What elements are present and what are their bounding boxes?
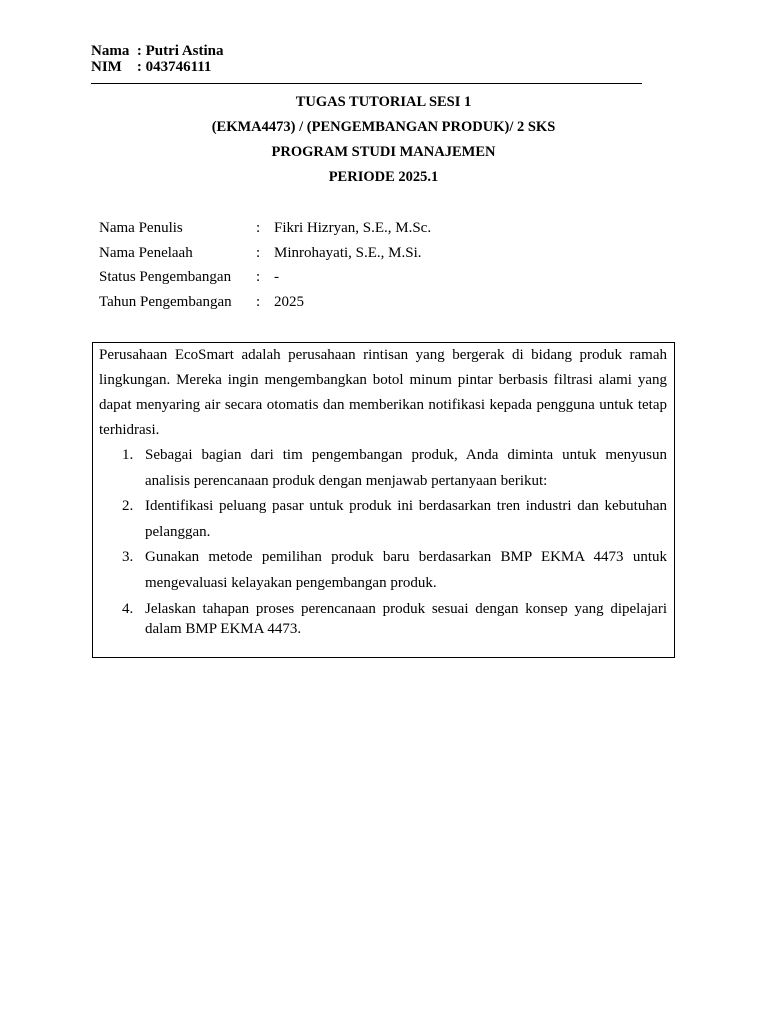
student-name: Nama : Putri Astina bbox=[91, 43, 224, 59]
meta-sep: : bbox=[256, 269, 261, 286]
header-divider bbox=[91, 83, 642, 84]
task-number: 3. bbox=[122, 549, 134, 565]
task-list bbox=[99, 443, 667, 639]
meta-table bbox=[99, 216, 431, 314]
title-line-4: PERIODE 2025.1 bbox=[328, 169, 439, 185]
task-item bbox=[99, 599, 667, 639]
meta-key: Tahun Pengembangan bbox=[99, 293, 232, 310]
meta-sep: : bbox=[256, 244, 261, 261]
meta-row bbox=[99, 241, 431, 266]
meta-value: Minrohayati, S.E., M.Si. bbox=[274, 244, 422, 261]
meta-sep: : bbox=[256, 293, 261, 310]
task-text: Jelaskan tahapan proses perencanaan produk sesuai dengan konsep yang dipelajari dalam BMP EKMA 4473. bbox=[145, 601, 667, 637]
student-info bbox=[91, 43, 224, 75]
task-text: Sebagai bagian dari tim pengembangan produk, Anda diminta untuk menyusun analisis perencanaan produk dengan menjawab pertanyaan berikut: bbox=[145, 447, 667, 489]
task-text: Identifikasi peluang pasar untuk produk ini berdasarkan tren industri dan kebutuhan pelanggan. bbox=[145, 498, 667, 540]
task-number: 2. bbox=[122, 498, 134, 514]
document-titles bbox=[91, 92, 676, 192]
title-line-1: TUGAS TUTORIAL SESI 1 bbox=[295, 94, 472, 110]
task-text: Gunakan metode pemilihan produk baru berdasarkan BMP EKMA 4473 untuk mengevaluasi kelayakan pengembangan produk. bbox=[145, 549, 667, 591]
task-number: 1. bbox=[122, 447, 134, 463]
meta-value: - bbox=[274, 269, 279, 286]
title-line-2: (EKMA4473) / (PENGEMBANGAN PRODUK)/ 2 SKS bbox=[211, 119, 556, 135]
meta-row bbox=[99, 265, 431, 290]
meta-key: Nama Penulis bbox=[99, 220, 183, 237]
meta-sep: : bbox=[256, 220, 261, 237]
meta-row bbox=[99, 290, 431, 315]
meta-key: Status Pengembangan bbox=[99, 269, 232, 286]
student-nim: NIM : 043746111 bbox=[91, 59, 212, 75]
meta-value: Fikri Hizryan, S.E., M.Sc. bbox=[274, 220, 432, 237]
task-box bbox=[92, 342, 675, 658]
meta-value: 2025 bbox=[274, 293, 304, 310]
meta-row bbox=[99, 216, 431, 241]
task-item bbox=[99, 494, 667, 545]
task-item bbox=[99, 545, 667, 596]
task-number: 4. bbox=[122, 601, 134, 617]
title-line-3: PROGRAM STUDI MANAJEMEN bbox=[271, 144, 496, 160]
task-item bbox=[99, 443, 667, 494]
meta-key: Nama Penelaah bbox=[99, 244, 193, 261]
task-intro: Perusahaan EcoSmart adalah perusahaan rintisan yang bergerak di bidang produk ramah lingkungan. Mereka ingin mengembangkan botol minum pintar berbasis filtrasi alami yang dapat menyaring air secara otomatis dan memberikan notifikasi kepada pengguna untuk tetap terhidrasi. bbox=[99, 347, 667, 438]
